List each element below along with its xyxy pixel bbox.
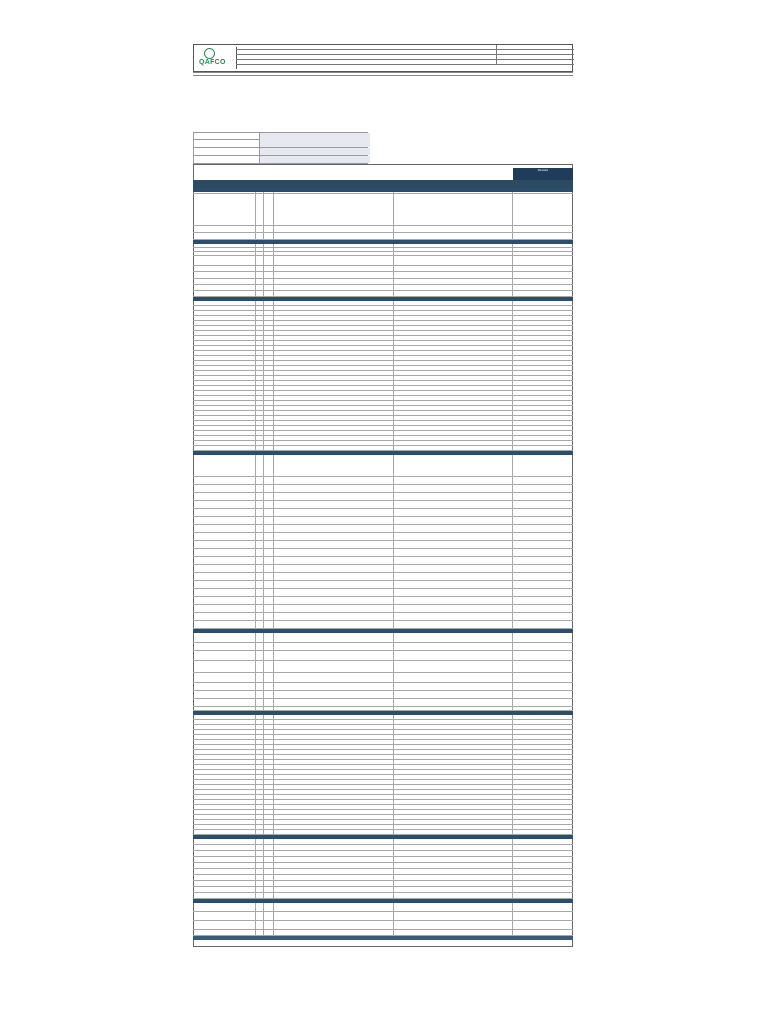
assessment-table bbox=[193, 168, 573, 948]
row-category bbox=[193, 573, 256, 581]
row-number bbox=[264, 661, 274, 673]
row-number bbox=[264, 699, 274, 707]
table-row bbox=[193, 673, 573, 683]
row-number bbox=[264, 194, 274, 226]
row-category bbox=[193, 541, 256, 549]
row-remarks[interactable] bbox=[513, 651, 573, 661]
info-value-field[interactable] bbox=[259, 148, 370, 155]
row-remarks[interactable] bbox=[513, 493, 573, 501]
row-question bbox=[274, 493, 394, 501]
row-category bbox=[193, 501, 256, 509]
row-evidence bbox=[394, 683, 513, 691]
row-remarks[interactable] bbox=[513, 485, 573, 493]
row-number bbox=[264, 912, 274, 921]
document-page bbox=[193, 44, 573, 954]
row-category bbox=[193, 605, 256, 613]
row-weight bbox=[256, 533, 264, 541]
row-remarks[interactable] bbox=[513, 581, 573, 589]
row-remarks[interactable] bbox=[513, 673, 573, 683]
row-remarks[interactable] bbox=[513, 525, 573, 533]
company-logo bbox=[196, 47, 237, 69]
row-weight bbox=[256, 509, 264, 517]
row-weight bbox=[256, 194, 264, 226]
row-weight bbox=[256, 525, 264, 533]
row-question bbox=[274, 455, 394, 477]
row-evidence bbox=[394, 691, 513, 699]
row-weight bbox=[256, 699, 264, 707]
row-question bbox=[274, 683, 394, 691]
row-question bbox=[274, 651, 394, 661]
row-question bbox=[274, 633, 394, 643]
form-header bbox=[193, 44, 573, 72]
row-evidence bbox=[394, 581, 513, 589]
row-number bbox=[264, 581, 274, 589]
row-category bbox=[193, 485, 256, 493]
row-weight bbox=[256, 651, 264, 661]
row-question bbox=[274, 921, 394, 930]
row-question bbox=[274, 661, 394, 673]
table-row bbox=[193, 581, 573, 589]
row-evidence bbox=[394, 533, 513, 541]
row-number bbox=[264, 903, 274, 912]
row-category bbox=[193, 549, 256, 557]
table-row bbox=[193, 493, 573, 501]
row-category bbox=[193, 691, 256, 699]
row-weight bbox=[256, 643, 264, 651]
total-row bbox=[193, 936, 573, 940]
row-evidence bbox=[394, 557, 513, 565]
info-row bbox=[193, 140, 368, 148]
row-evidence bbox=[394, 921, 513, 930]
row-category bbox=[193, 633, 256, 643]
table-title bbox=[263, 168, 513, 176]
row-evidence bbox=[394, 517, 513, 525]
row-remarks[interactable] bbox=[513, 621, 573, 629]
row-remarks[interactable] bbox=[513, 691, 573, 699]
table-row bbox=[193, 661, 573, 673]
row-category bbox=[193, 581, 256, 589]
row-category bbox=[193, 493, 256, 501]
row-question bbox=[274, 509, 394, 517]
row-question bbox=[274, 549, 394, 557]
row-remarks[interactable] bbox=[513, 517, 573, 525]
column-header-row bbox=[193, 180, 573, 188]
row-weight bbox=[256, 573, 264, 581]
table-row bbox=[193, 525, 573, 533]
row-number bbox=[264, 541, 274, 549]
row-category bbox=[193, 194, 256, 226]
row-question bbox=[274, 226, 394, 233]
row-number bbox=[264, 477, 274, 485]
row-remarks[interactable] bbox=[513, 605, 573, 613]
row-question bbox=[274, 912, 394, 921]
row-number bbox=[264, 597, 274, 605]
row-question bbox=[274, 903, 394, 912]
row-question bbox=[274, 597, 394, 605]
row-number bbox=[264, 226, 274, 233]
row-evidence bbox=[394, 573, 513, 581]
row-category bbox=[193, 673, 256, 683]
row-evidence bbox=[394, 621, 513, 629]
row-evidence bbox=[394, 597, 513, 605]
table-row bbox=[193, 485, 573, 493]
row-number bbox=[264, 517, 274, 525]
row-question bbox=[274, 673, 394, 683]
row-remarks[interactable] bbox=[513, 643, 573, 651]
row-question bbox=[274, 525, 394, 533]
row-remarks[interactable] bbox=[513, 477, 573, 485]
row-question bbox=[274, 643, 394, 651]
row-evidence bbox=[394, 233, 513, 240]
row-weight bbox=[256, 661, 264, 673]
row-weight bbox=[256, 597, 264, 605]
row-question bbox=[274, 605, 394, 613]
row-category bbox=[193, 233, 256, 240]
row-category bbox=[193, 643, 256, 651]
row-category bbox=[193, 533, 256, 541]
row-remarks[interactable] bbox=[513, 501, 573, 509]
row-question bbox=[274, 233, 394, 240]
table-row bbox=[193, 256, 573, 266]
row-number bbox=[264, 673, 274, 683]
row-category bbox=[193, 621, 256, 629]
row-weight bbox=[256, 557, 264, 565]
row-question bbox=[274, 485, 394, 493]
row-evidence bbox=[394, 643, 513, 651]
row-remarks[interactable] bbox=[513, 921, 573, 930]
row-question bbox=[274, 477, 394, 485]
row-remarks[interactable] bbox=[513, 533, 573, 541]
row-weight bbox=[256, 691, 264, 699]
row-category bbox=[193, 455, 256, 477]
row-evidence bbox=[394, 589, 513, 597]
info-row bbox=[193, 156, 368, 164]
table-row bbox=[193, 501, 573, 509]
row-weight bbox=[256, 493, 264, 501]
row-evidence bbox=[394, 226, 513, 233]
row-evidence bbox=[394, 699, 513, 707]
row-remarks[interactable] bbox=[513, 633, 573, 643]
table-row bbox=[193, 613, 573, 621]
row-category bbox=[193, 683, 256, 691]
row-question bbox=[274, 533, 394, 541]
row-evidence bbox=[394, 477, 513, 485]
row-category bbox=[193, 477, 256, 485]
row-remarks[interactable] bbox=[513, 549, 573, 557]
table-row bbox=[193, 194, 573, 226]
row-remarks[interactable] bbox=[513, 256, 573, 266]
row-evidence bbox=[394, 633, 513, 643]
remarks-header: Remarks bbox=[513, 168, 573, 180]
row-evidence bbox=[394, 549, 513, 557]
row-question bbox=[274, 621, 394, 629]
row-remarks[interactable] bbox=[513, 233, 573, 240]
table-row bbox=[193, 621, 573, 629]
table-row bbox=[193, 633, 573, 643]
table-row bbox=[193, 912, 573, 921]
row-weight bbox=[256, 517, 264, 525]
row-evidence bbox=[394, 651, 513, 661]
row-remarks[interactable] bbox=[513, 573, 573, 581]
row-number bbox=[264, 683, 274, 691]
row-remarks[interactable] bbox=[513, 226, 573, 233]
row-evidence bbox=[394, 485, 513, 493]
row-weight bbox=[256, 621, 264, 629]
row-number bbox=[264, 455, 274, 477]
table-row bbox=[193, 699, 573, 707]
row-evidence bbox=[394, 673, 513, 683]
row-category bbox=[193, 557, 256, 565]
row-question bbox=[274, 256, 394, 266]
table-row bbox=[193, 226, 573, 233]
row-evidence bbox=[394, 256, 513, 266]
row-weight bbox=[256, 541, 264, 549]
row-evidence bbox=[394, 455, 513, 477]
row-remarks[interactable] bbox=[513, 557, 573, 565]
row-remarks[interactable] bbox=[513, 509, 573, 517]
row-weight bbox=[256, 565, 264, 573]
table-row bbox=[193, 233, 573, 240]
row-evidence bbox=[394, 605, 513, 613]
row-number bbox=[264, 501, 274, 509]
row-category bbox=[193, 613, 256, 621]
row-remarks[interactable] bbox=[513, 903, 573, 912]
table-row bbox=[193, 541, 573, 549]
table-row bbox=[193, 549, 573, 557]
row-question bbox=[274, 501, 394, 509]
table-row bbox=[193, 605, 573, 613]
row-weight bbox=[256, 501, 264, 509]
row-number bbox=[264, 557, 274, 565]
row-number bbox=[264, 533, 274, 541]
table-row bbox=[193, 557, 573, 565]
info-value-field[interactable] bbox=[259, 133, 370, 140]
row-category bbox=[193, 256, 256, 266]
table-row bbox=[193, 477, 573, 485]
row-weight bbox=[256, 605, 264, 613]
table-row bbox=[193, 589, 573, 597]
row-remarks[interactable] bbox=[513, 699, 573, 707]
row-weight bbox=[256, 912, 264, 921]
row-remarks[interactable] bbox=[513, 613, 573, 621]
row-number bbox=[264, 921, 274, 930]
table-row bbox=[193, 643, 573, 651]
row-weight bbox=[256, 683, 264, 691]
row-evidence bbox=[394, 912, 513, 921]
row-category bbox=[193, 699, 256, 707]
table-row bbox=[193, 683, 573, 691]
row-remarks[interactable] bbox=[513, 661, 573, 673]
row-remarks[interactable] bbox=[513, 565, 573, 573]
logo-text: QAFCO bbox=[199, 59, 226, 66]
row-weight bbox=[256, 903, 264, 912]
table-row bbox=[193, 533, 573, 541]
table-row bbox=[193, 565, 573, 573]
info-row bbox=[193, 148, 368, 156]
table-row bbox=[193, 509, 573, 517]
row-weight bbox=[256, 633, 264, 643]
row-question bbox=[274, 589, 394, 597]
row-category bbox=[193, 517, 256, 525]
row-evidence bbox=[394, 613, 513, 621]
row-evidence bbox=[394, 509, 513, 517]
info-value-field[interactable] bbox=[259, 156, 370, 163]
row-question bbox=[274, 565, 394, 573]
row-evidence bbox=[394, 541, 513, 549]
row-number bbox=[264, 485, 274, 493]
row-evidence bbox=[394, 501, 513, 509]
table-row bbox=[193, 272, 573, 279]
row-number bbox=[264, 272, 274, 279]
row-number bbox=[264, 565, 274, 573]
row-category bbox=[193, 226, 256, 233]
row-category bbox=[193, 903, 256, 912]
row-remarks[interactable] bbox=[513, 541, 573, 549]
row-weight bbox=[256, 581, 264, 589]
table-row bbox=[193, 921, 573, 930]
row-evidence bbox=[394, 272, 513, 279]
info-row bbox=[193, 132, 368, 140]
row-number bbox=[264, 691, 274, 699]
row-evidence bbox=[394, 903, 513, 912]
row-number bbox=[264, 256, 274, 266]
contractor-info-table bbox=[193, 132, 368, 164]
row-weight bbox=[256, 233, 264, 240]
row-question bbox=[274, 557, 394, 565]
row-number bbox=[264, 573, 274, 581]
row-weight bbox=[256, 455, 264, 477]
row-question bbox=[274, 272, 394, 279]
row-weight bbox=[256, 477, 264, 485]
row-question bbox=[274, 613, 394, 621]
row-number bbox=[264, 633, 274, 643]
row-category bbox=[193, 525, 256, 533]
row-weight bbox=[256, 921, 264, 930]
row-question bbox=[274, 699, 394, 707]
logo-mark-icon bbox=[204, 48, 215, 59]
row-remarks[interactable] bbox=[513, 455, 573, 477]
row-number bbox=[264, 549, 274, 557]
row-number bbox=[264, 509, 274, 517]
row-remarks[interactable] bbox=[513, 272, 573, 279]
row-question bbox=[274, 691, 394, 699]
info-value-field[interactable] bbox=[259, 140, 370, 147]
row-question bbox=[274, 517, 394, 525]
row-evidence bbox=[394, 661, 513, 673]
row-weight bbox=[256, 673, 264, 683]
row-weight bbox=[256, 272, 264, 279]
row-remarks[interactable] bbox=[513, 597, 573, 605]
row-evidence bbox=[394, 525, 513, 533]
row-remarks[interactable] bbox=[513, 194, 573, 226]
row-evidence bbox=[394, 194, 513, 226]
row-number bbox=[264, 493, 274, 501]
row-category bbox=[193, 272, 256, 279]
row-weight bbox=[256, 613, 264, 621]
row-category bbox=[193, 661, 256, 673]
table-row bbox=[193, 573, 573, 581]
document-subtitle bbox=[193, 124, 393, 127]
row-question bbox=[274, 573, 394, 581]
row-category bbox=[193, 589, 256, 597]
table-row bbox=[193, 903, 573, 912]
row-evidence bbox=[394, 565, 513, 573]
row-weight bbox=[256, 226, 264, 233]
row-evidence bbox=[394, 493, 513, 501]
row-remarks[interactable] bbox=[513, 683, 573, 691]
row-question bbox=[274, 541, 394, 549]
row-number bbox=[264, 525, 274, 533]
row-category bbox=[193, 565, 256, 573]
row-category bbox=[193, 651, 256, 661]
row-question bbox=[274, 194, 394, 226]
row-number bbox=[264, 613, 274, 621]
row-number bbox=[264, 621, 274, 629]
row-category bbox=[193, 912, 256, 921]
table-row bbox=[193, 597, 573, 605]
row-remarks[interactable] bbox=[513, 589, 573, 597]
row-weight bbox=[256, 256, 264, 266]
row-question bbox=[274, 581, 394, 589]
row-number bbox=[264, 589, 274, 597]
row-weight bbox=[256, 549, 264, 557]
row-weight bbox=[256, 485, 264, 493]
row-number bbox=[264, 233, 274, 240]
table-row bbox=[193, 517, 573, 525]
table-row bbox=[193, 455, 573, 477]
row-category bbox=[193, 921, 256, 930]
row-category bbox=[193, 509, 256, 517]
table-row bbox=[193, 651, 573, 661]
table-row bbox=[193, 691, 573, 699]
row-number bbox=[264, 605, 274, 613]
row-category bbox=[193, 597, 256, 605]
row-weight bbox=[256, 589, 264, 597]
row-remarks[interactable] bbox=[513, 912, 573, 921]
row-number bbox=[264, 651, 274, 661]
row-number bbox=[264, 643, 274, 651]
